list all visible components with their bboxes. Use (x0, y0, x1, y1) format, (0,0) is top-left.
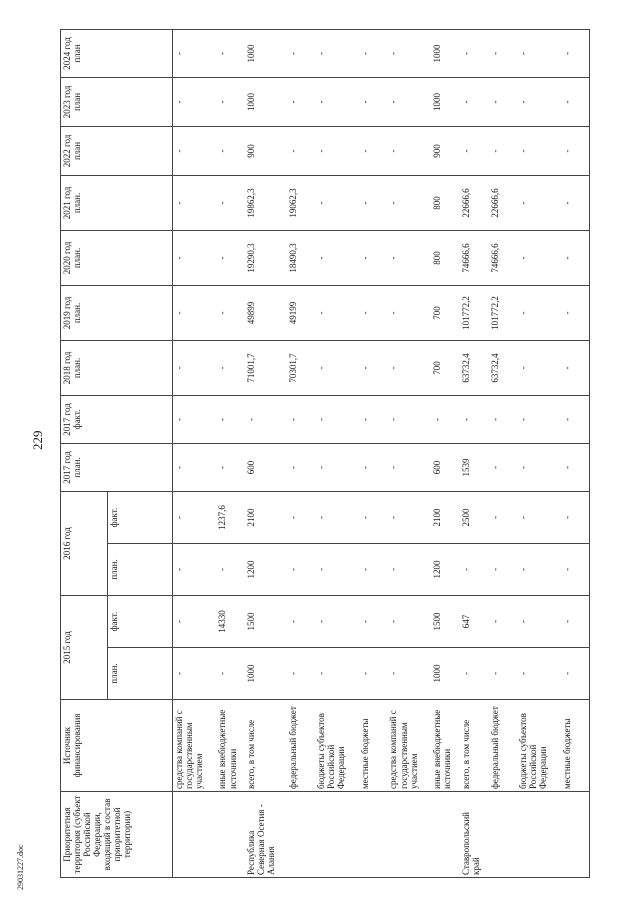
table-row (431, 29, 460, 877)
value-cell: - (517, 77, 561, 126)
value-cell: - (517, 595, 561, 647)
territory-cell (173, 792, 217, 878)
table-body (173, 29, 590, 877)
value-cell: - (489, 395, 517, 443)
value-cell: - (216, 29, 245, 77)
value-cell: - (359, 648, 387, 700)
header-territory: Приоритетная территория (субъект Российской Федерации, входящий в состав приоритетной территории) (61, 792, 173, 878)
header-2019: 2019 год план. (61, 285, 173, 340)
value-cell: 63732,4 (489, 340, 517, 395)
value-cell: 2100 (431, 491, 460, 543)
value-cell: - (387, 285, 431, 340)
value-cell: - (387, 648, 431, 700)
value-cell: - (216, 285, 245, 340)
table-row (387, 29, 431, 877)
value-cell: - (489, 77, 517, 126)
value-cell: - (561, 491, 590, 543)
value-cell: - (315, 126, 359, 175)
header-2017-plan: 2017 год план. (61, 443, 173, 491)
value-cell: - (561, 443, 590, 491)
value-cell: 1000 (245, 648, 287, 700)
value-cell: - (173, 230, 217, 285)
rotated-table-container (60, 30, 590, 878)
value-cell: - (517, 648, 561, 700)
header-2015: 2015 год (61, 595, 108, 699)
table-row (216, 29, 245, 877)
source-cell: иные внебюджетные источники (431, 700, 460, 792)
value-cell: - (359, 230, 387, 285)
table-row (359, 29, 387, 877)
territory-cell (431, 792, 460, 878)
value-cell: - (561, 595, 590, 647)
value-cell: - (561, 126, 590, 175)
value-cell: - (489, 543, 517, 595)
value-cell: 49199 (287, 285, 315, 340)
value-cell: - (460, 29, 489, 77)
value-cell: 600 (245, 443, 287, 491)
header-2023: 2023 год план (61, 77, 173, 126)
value-cell: 700 (431, 285, 460, 340)
value-cell: - (517, 340, 561, 395)
value-cell: - (359, 77, 387, 126)
value-cell: 1500 (245, 595, 287, 647)
value-cell: - (561, 648, 590, 700)
header-source: Источник финансирования (61, 700, 173, 792)
value-cell: 2500 (460, 491, 489, 543)
value-cell: - (315, 340, 359, 395)
value-cell: - (489, 126, 517, 175)
value-cell: 1000 (245, 77, 287, 126)
value-cell: - (287, 491, 315, 543)
value-cell: 1200 (431, 543, 460, 595)
value-cell: - (315, 285, 359, 340)
value-cell: 1000 (431, 648, 460, 700)
territory-cell (489, 792, 517, 878)
table-row (561, 29, 590, 877)
value-cell: - (173, 175, 217, 230)
territory-cell (315, 792, 359, 878)
source-cell: федеральный бюджет (287, 700, 315, 792)
value-cell: - (359, 175, 387, 230)
value-cell: 647 (460, 595, 489, 647)
source-cell: бюджеты субъектов Российской Федерации (517, 700, 561, 792)
header-2017-fact: 2017 год факт. (61, 395, 173, 443)
value-cell: - (460, 77, 489, 126)
value-cell: - (287, 543, 315, 595)
value-cell: - (359, 126, 387, 175)
header-2020: 2020 год план. (61, 230, 173, 285)
value-cell: - (173, 595, 217, 647)
source-cell: федеральный бюджет (489, 700, 517, 792)
value-cell: - (387, 395, 431, 443)
value-cell: - (173, 340, 217, 395)
value-cell: - (173, 77, 217, 126)
value-cell: - (315, 443, 359, 491)
value-cell: - (387, 491, 431, 543)
header-2015-plan: план. (108, 648, 173, 700)
value-cell: 101772,2 (489, 285, 517, 340)
value-cell: - (561, 285, 590, 340)
value-cell: 600 (431, 443, 460, 491)
value-cell: - (216, 443, 245, 491)
value-cell: - (173, 648, 217, 700)
value-cell: - (561, 29, 590, 77)
value-cell: - (517, 230, 561, 285)
value-cell: - (216, 77, 245, 126)
value-cell: - (460, 395, 489, 443)
value-cell: 22666,6 (460, 175, 489, 230)
value-cell: - (216, 395, 245, 443)
value-cell: - (245, 395, 287, 443)
value-cell: - (561, 543, 590, 595)
value-cell: - (387, 126, 431, 175)
value-cell: - (173, 29, 217, 77)
header-2016: 2016 год (61, 491, 108, 595)
source-cell: иные внебюджетные источники (216, 700, 245, 792)
value-cell: 19290,3 (245, 230, 287, 285)
value-cell: - (173, 285, 217, 340)
value-cell: 700 (431, 340, 460, 395)
table-row (173, 29, 217, 877)
value-cell: 14330 (216, 595, 245, 647)
value-cell: - (216, 648, 245, 700)
value-cell: 1500 (431, 595, 460, 647)
value-cell: - (359, 491, 387, 543)
value-cell: 2100 (245, 491, 287, 543)
value-cell: - (287, 77, 315, 126)
value-cell: - (489, 29, 517, 77)
value-cell: 19862,3 (245, 175, 287, 230)
value-cell: 71001,7 (245, 340, 287, 395)
header-2018: 2018 год план. (61, 340, 173, 395)
table-row (287, 29, 315, 877)
value-cell: - (359, 29, 387, 77)
table-row (517, 29, 561, 877)
territory-cell (216, 792, 245, 878)
value-cell: - (387, 443, 431, 491)
value-cell: - (387, 230, 431, 285)
value-cell: - (359, 285, 387, 340)
value-cell: - (287, 395, 315, 443)
value-cell: 900 (431, 126, 460, 175)
value-cell: - (287, 126, 315, 175)
value-cell: 1237,6 (216, 491, 245, 543)
value-cell: - (359, 395, 387, 443)
value-cell: - (315, 29, 359, 77)
value-cell: - (517, 395, 561, 443)
value-cell: 101772,2 (460, 285, 489, 340)
value-cell: - (216, 230, 245, 285)
table-row (460, 29, 489, 877)
value-cell: - (517, 29, 561, 77)
financing-table (60, 29, 590, 878)
territory-cell (359, 792, 387, 878)
value-cell: - (287, 443, 315, 491)
value-cell: 74666,6 (460, 230, 489, 285)
table-row (245, 29, 287, 877)
value-cell: - (359, 595, 387, 647)
value-cell: - (315, 648, 359, 700)
value-cell: - (387, 340, 431, 395)
value-cell: - (173, 443, 217, 491)
value-cell: 800 (431, 230, 460, 285)
table-row (489, 29, 517, 877)
header-2016-fact: факт. (108, 491, 173, 543)
value-cell: - (173, 395, 217, 443)
value-cell: - (517, 175, 561, 230)
source-cell: средства компаний с государственным участием (173, 700, 217, 792)
value-cell: 74666,6 (489, 230, 517, 285)
value-cell: - (287, 595, 315, 647)
value-cell: 63732,4 (460, 340, 489, 395)
value-cell: - (431, 395, 460, 443)
value-cell: 1000 (245, 29, 287, 77)
value-cell: - (387, 175, 431, 230)
value-cell: - (561, 175, 590, 230)
header-2016-plan: план. (108, 543, 173, 595)
value-cell: - (517, 285, 561, 340)
value-cell: - (359, 340, 387, 395)
value-cell: - (315, 491, 359, 543)
value-cell: - (387, 595, 431, 647)
page-number: 229 (30, 430, 45, 450)
territory-cell: Республика Северная Осетия - Алания (245, 792, 287, 878)
value-cell: - (315, 77, 359, 126)
value-cell: - (387, 543, 431, 595)
value-cell: - (489, 595, 517, 647)
value-cell: - (561, 340, 590, 395)
value-cell: 1200 (245, 543, 287, 595)
table-row (315, 29, 359, 877)
value-cell: - (489, 491, 517, 543)
value-cell: - (460, 543, 489, 595)
territory-cell (561, 792, 590, 878)
source-cell: местные бюджеты (561, 700, 590, 792)
value-cell: 19062,3 (287, 175, 315, 230)
territory-cell: Ставропольский край (460, 792, 489, 878)
value-cell: - (315, 230, 359, 285)
value-cell: - (561, 230, 590, 285)
value-cell: 1000 (431, 77, 460, 126)
value-cell: - (517, 491, 561, 543)
value-cell: 70301,7 (287, 340, 315, 395)
territory-cell (517, 792, 561, 878)
value-cell: - (460, 126, 489, 175)
territory-cell (287, 792, 315, 878)
value-cell: - (315, 595, 359, 647)
value-cell: - (517, 543, 561, 595)
value-cell: - (489, 648, 517, 700)
value-cell: - (489, 443, 517, 491)
value-cell: 49899 (245, 285, 287, 340)
value-cell: 18490,3 (287, 230, 315, 285)
file-name: 29031227.doc (16, 844, 25, 890)
value-cell: - (216, 340, 245, 395)
territory-cell (387, 792, 431, 878)
value-cell: 800 (431, 175, 460, 230)
source-cell: всего, в том числе (460, 700, 489, 792)
value-cell: - (387, 77, 431, 126)
value-cell: - (359, 443, 387, 491)
value-cell: - (216, 126, 245, 175)
source-cell: бюджеты субъектов Российской Федерации (315, 700, 359, 792)
value-cell: 900 (245, 126, 287, 175)
value-cell: - (517, 126, 561, 175)
header-2022: 2022 год план (61, 126, 173, 175)
value-cell: - (387, 29, 431, 77)
header-2024: 2024 год план (61, 29, 173, 77)
value-cell: - (561, 395, 590, 443)
header-2021: 2021 год план. (61, 175, 173, 230)
value-cell: - (359, 543, 387, 595)
value-cell: - (173, 543, 217, 595)
value-cell: - (315, 543, 359, 595)
source-cell: местные бюджеты (359, 700, 387, 792)
value-cell: - (315, 395, 359, 443)
value-cell: - (216, 543, 245, 595)
value-cell: - (561, 77, 590, 126)
value-cell: 1000 (431, 29, 460, 77)
value-cell: - (173, 491, 217, 543)
source-cell: всего, в том числе (245, 700, 287, 792)
value-cell: - (315, 175, 359, 230)
value-cell: - (517, 443, 561, 491)
value-cell: 22666,6 (489, 175, 517, 230)
value-cell: - (287, 648, 315, 700)
value-cell: - (460, 648, 489, 700)
value-cell: - (216, 175, 245, 230)
value-cell: - (287, 29, 315, 77)
source-cell: средства компаний с государственным участием (387, 700, 431, 792)
value-cell: - (173, 126, 217, 175)
header-2015-fact: факт. (108, 595, 173, 647)
value-cell: 1539 (460, 443, 489, 491)
